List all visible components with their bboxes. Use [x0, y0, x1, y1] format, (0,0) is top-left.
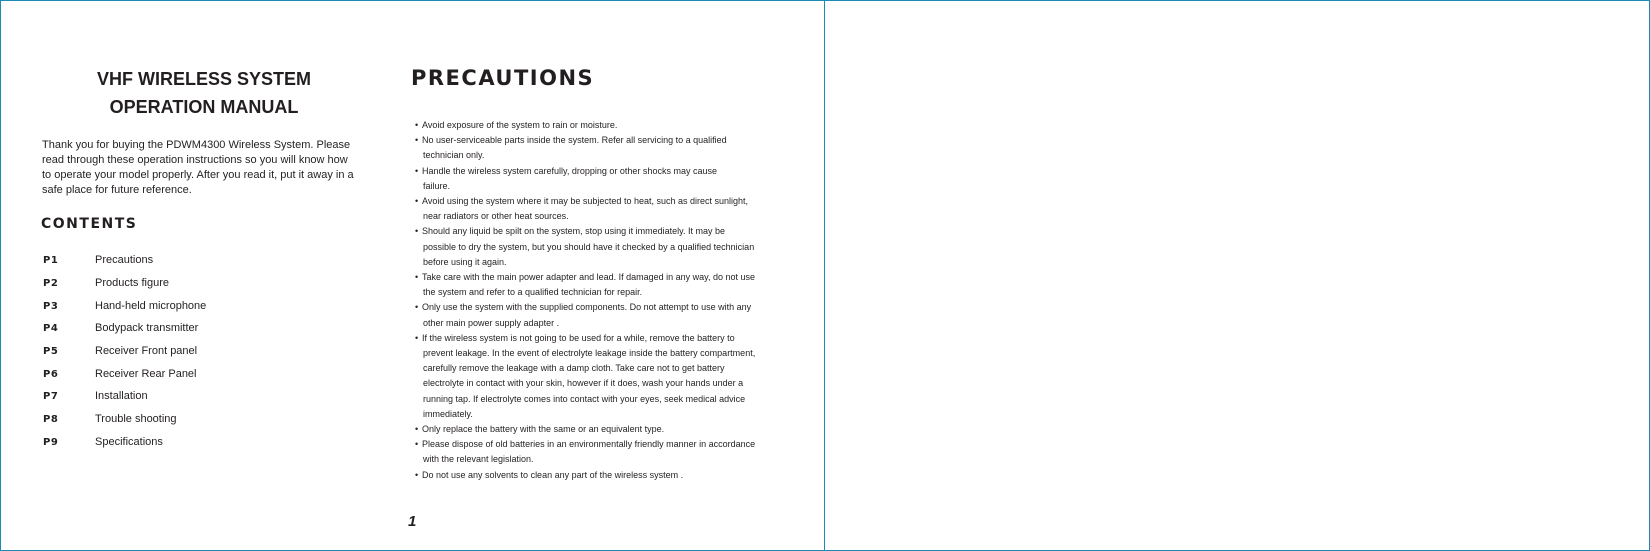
precautions-heading: PRECAUTIONS [411, 66, 595, 90]
precaution-line: Please dispose of old batteries in an environmentally friendly manner in accordance [422, 439, 756, 450]
precaution-line: Handle the wireless system carefully, dropping or other shocks may cause [422, 165, 717, 176]
bullet-icon: • [415, 469, 419, 480]
precaution-line: other main power supply adapter . [423, 317, 560, 328]
precaution-line: failure. [423, 180, 451, 191]
precaution-line: near radiators or other heat sources. [423, 211, 569, 222]
precaution-line: No user-serviceable parts inside the system. Refer all servicing to a qualified [422, 135, 727, 146]
precaution-item [412, 437, 792, 467]
precaution-item [412, 331, 792, 422]
toc-page-number: P7 [43, 391, 59, 402]
toc-page-number: P4 [43, 323, 59, 334]
toc-label: Products figure [95, 277, 169, 289]
toc-page-number: P9 [43, 437, 59, 448]
bullet-icon: • [415, 165, 419, 176]
bullet-icon: • [415, 120, 419, 130]
precaution-line: Only replace the battery with the same or an equivalent type. [422, 424, 665, 435]
precaution-line: Only use the system with the supplied components. Do not attempt to use with any [422, 302, 752, 313]
precaution-line: Should any liquid be spilt on the system, stop using it immediately. It may be [422, 226, 725, 237]
precaution-item [412, 300, 792, 330]
precaution-line: prevent leakage. In the event of electrolyte leakage inside the battery compartment, [423, 348, 756, 359]
intro-line: read through these operation instructions so you will know how [42, 154, 348, 166]
toc-label: Installation [95, 390, 148, 402]
precaution-item [412, 133, 792, 163]
precaution-line: Do not use any solvents to clean any part of the wireless system . [422, 469, 684, 480]
toc-label: Receiver Rear Panel [95, 368, 197, 380]
manual-title-line-1: VHF WIRELESS SYSTEM [96, 69, 312, 89]
precaution-line: the system and refer to a qualified technician for repair. [423, 287, 643, 298]
bullet-icon: • [415, 196, 419, 207]
bullet-icon: • [415, 424, 419, 435]
toc-label: Specifications [95, 436, 163, 448]
toc-page-number: P5 [43, 346, 59, 357]
toc-page-number: P1 [43, 255, 59, 266]
precaution-line: electrolyte in contact with your skin, however if it does, wash your hands under a [423, 378, 744, 389]
bullet-icon: • [415, 226, 419, 237]
precaution-line: Take care with the main power adapter and lead. If damaged in any way, do not use [422, 272, 756, 283]
toc-label: Bodypack transmitter [95, 322, 199, 334]
precaution-item [412, 468, 792, 483]
toc-label: Receiver Front panel [95, 345, 198, 357]
precaution-line: with the relevant legislation. [423, 454, 534, 465]
intro-paragraph [42, 138, 372, 198]
toc-page-number: P2 [43, 278, 59, 289]
intro-line: Thank you for buying the PDWM4300 Wireless System. Please [42, 139, 351, 151]
precaution-line: before using it again. [423, 256, 507, 267]
precaution-line: If the wireless system is not going to be used for a while, remove the battery to [422, 332, 735, 343]
precaution-item [412, 164, 792, 194]
precaution-line: possible to dry the system, but you should have it checked by a qualified technician [423, 241, 755, 252]
precautions-list [412, 118, 792, 483]
precaution-line: carefully remove the leakage with a damp cloth. Take care not to get battery [423, 363, 725, 374]
precaution-line: technician only. [423, 150, 485, 161]
precaution-item [412, 422, 792, 437]
bullet-icon: • [415, 272, 419, 283]
toc-label: Trouble shooting [95, 413, 177, 425]
toc-label: Hand-held microphone [95, 300, 207, 312]
precaution-item [412, 270, 792, 300]
bullet-icon: • [415, 332, 419, 343]
precaution-item [412, 194, 792, 224]
manual-title-line-2: OPERATION MANUAL [109, 97, 299, 117]
precaution-line: Avoid exposure of the system to rain or moisture. [422, 120, 618, 130]
precaution-line: Avoid using the system where it may be subjected to heat, such as direct sunlight, [422, 196, 749, 207]
fold-line [824, 0, 825, 551]
bullet-icon: • [415, 135, 419, 146]
intro-line: safe place for future reference. [42, 184, 192, 196]
toc-label: Precautions [95, 254, 154, 266]
precaution-item [412, 118, 792, 133]
page-number: 1 [408, 513, 417, 530]
toc-page-number: P6 [43, 369, 59, 380]
toc-page-number: P3 [43, 301, 59, 312]
precaution-item [412, 224, 792, 270]
toc-page-number: P8 [43, 414, 59, 425]
precaution-line: immediately. [423, 408, 473, 419]
bullet-icon: • [415, 439, 419, 450]
bullet-icon: • [415, 302, 419, 313]
contents-heading: CONTENTS [41, 216, 138, 232]
intro-line: to operate your model properly. After you read it, put it away in a [42, 169, 354, 181]
precaution-line: running tap. If electrolyte comes into contact with your eyes, seek medical advice [423, 393, 746, 404]
